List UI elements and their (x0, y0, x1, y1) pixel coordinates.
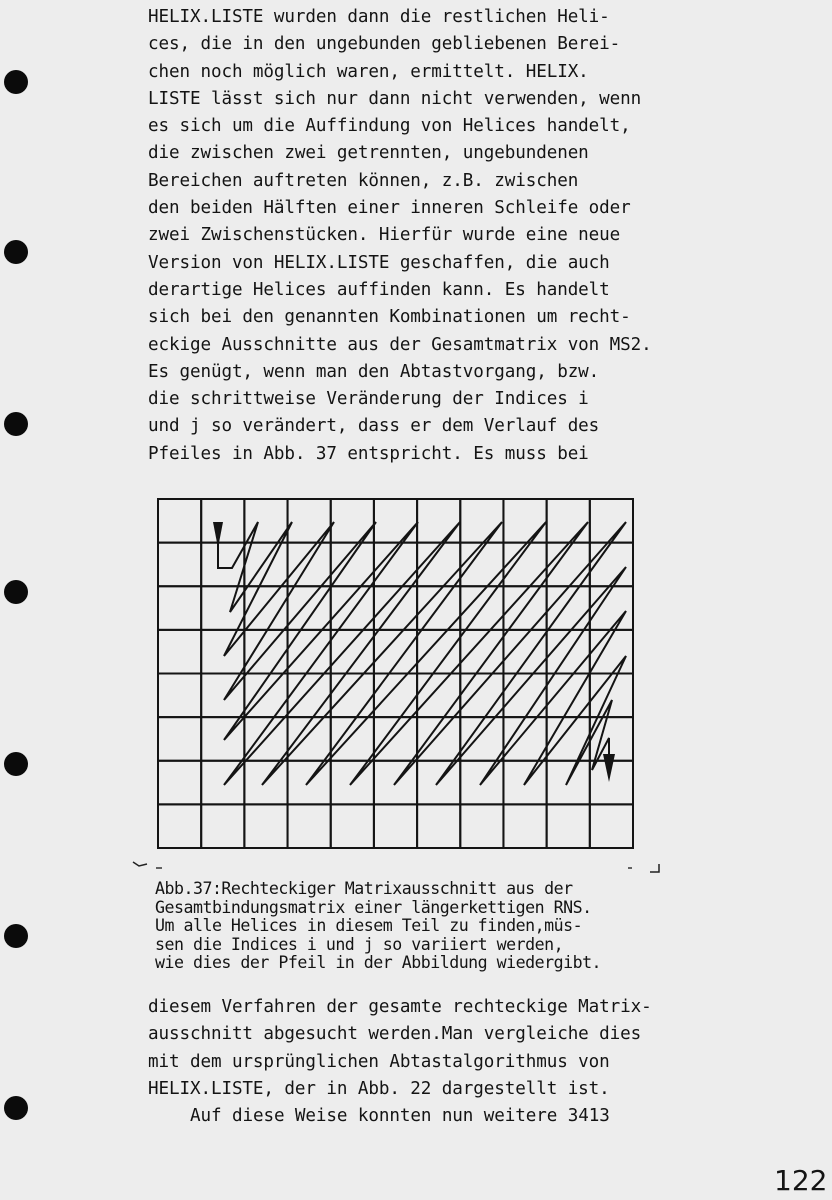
matrix-cell (547, 630, 590, 674)
matrix-cell (201, 804, 244, 848)
matrix-cell (460, 804, 503, 848)
matrix-cell (244, 499, 287, 543)
text-line: LISTE lässt sich nur dann nicht verwenden, wenn (148, 88, 642, 109)
corner-mark (650, 864, 659, 872)
matrix-cell (288, 804, 331, 848)
matrix-cell (158, 761, 201, 805)
matrix-cell (158, 804, 201, 848)
matrix-cell (331, 586, 374, 630)
text-line: derartige Helices auffinden kann. Es handelt (148, 279, 610, 300)
matrix-cell (417, 543, 460, 587)
text-line: diesem Verfahren der gesamte rechteckige Matrix- (148, 997, 652, 1017)
punch-hole (4, 412, 28, 436)
matrix-cell (460, 761, 503, 805)
paragraph-top (148, 4, 708, 468)
matrix-cell (460, 586, 503, 630)
matrix-cell (547, 499, 590, 543)
start-arrowhead-icon (213, 522, 223, 548)
caption-line: Gesamtbindungsmatrix einer längerkettigen RNS. (155, 897, 592, 917)
matrix-cell (417, 499, 460, 543)
punch-hole (4, 924, 28, 948)
text-line: Es genügt, wenn man den Abtastvorgang, bzw. (148, 361, 600, 382)
matrix-cell (590, 674, 633, 718)
matrix-cell (503, 543, 546, 587)
matrix-cell (331, 717, 374, 761)
matrix-cell (158, 630, 201, 674)
matrix-cell (331, 674, 374, 718)
matrix-cell (503, 499, 546, 543)
text-line: die schrittweise Veränderung der Indices i (148, 389, 589, 410)
matrix-cell (331, 543, 374, 587)
matrix-cell (288, 586, 331, 630)
matrix-cell (503, 717, 546, 761)
text-line: ces, die in den ungebunden gebliebenen Berei- (148, 34, 621, 55)
text-line: eckige Ausschnitte aus der Gesamtmatrix von MS2. (148, 334, 652, 355)
matrix-cell (547, 674, 590, 718)
matrix-cell (331, 804, 374, 848)
matrix-cell (374, 630, 417, 674)
matrix-cell (201, 499, 244, 543)
matrix-cell (547, 586, 590, 630)
matrix-cell (158, 499, 201, 543)
text-line: Version von HELIX.LISTE geschaffen, die auch (148, 252, 610, 273)
text-line: die zwischen zwei getrennten, ungebundenen (148, 143, 589, 164)
matrix-cell (417, 630, 460, 674)
scan-path-line (218, 522, 626, 785)
matrix-cell (244, 630, 287, 674)
matrix-cell (374, 586, 417, 630)
matrix-cell (244, 543, 287, 587)
text-line: HELIX.LISTE wurden dann die restlichen Heli- (148, 7, 610, 27)
text-line: den beiden Hälften einer inneren Schleife oder (148, 198, 631, 219)
matrix-cell (201, 717, 244, 761)
text-line: sich bei den genannten Kombinationen um recht- (148, 307, 631, 328)
matrix-cell (201, 586, 244, 630)
matrix-cell (244, 674, 287, 718)
matrix-cell (331, 761, 374, 805)
matrix-cell (547, 717, 590, 761)
matrix-cell (417, 674, 460, 718)
matrix-cell (503, 804, 546, 848)
matrix-cell (590, 499, 633, 543)
matrix-cell (288, 630, 331, 674)
text-line: Pfeiles in Abb. 37 entspricht. Es muss bei (148, 443, 589, 464)
matrix-cell (158, 717, 201, 761)
matrix-cell (417, 717, 460, 761)
text-line: es sich um die Auffindung von Helices handelt, (148, 116, 631, 137)
matrix-cell (374, 804, 417, 848)
matrix-cell (460, 630, 503, 674)
matrix-cell (590, 543, 633, 587)
end-arrowhead-icon (603, 754, 615, 782)
matrix-cell (503, 761, 546, 805)
matrix-cell (590, 804, 633, 848)
matrix-cell (503, 630, 546, 674)
figure-caption (155, 880, 695, 973)
paragraph-bottom (148, 994, 708, 1130)
corner-mark (133, 862, 147, 866)
matrix-cell (288, 499, 331, 543)
text-line: chen noch möglich waren, ermittelt. HELIX. (148, 61, 589, 82)
matrix-cell (201, 674, 244, 718)
matrix-cell (201, 543, 244, 587)
matrix-cell (547, 543, 590, 587)
text-line: HELIX.LISTE, der in Abb. 22 dargestellt ist. (148, 1078, 610, 1099)
matrix-cell (590, 586, 633, 630)
matrix-cell (374, 761, 417, 805)
matrix-cell (547, 761, 590, 805)
matrix-cell (244, 761, 287, 805)
matrix-cell (547, 804, 590, 848)
matrix-cell (417, 804, 460, 848)
matrix-cell (288, 717, 331, 761)
caption-line: Abb.37:Rechteckiger Matrixausschnitt aus der (155, 879, 573, 898)
matrix-cell (417, 586, 460, 630)
matrix-cell (460, 543, 503, 587)
matrix-cell (244, 717, 287, 761)
punch-hole (4, 752, 28, 776)
matrix-cell (374, 674, 417, 718)
text-line: Auf diese Weise konnten nun weitere 3413 (190, 1106, 610, 1127)
page-number: 122 (774, 1164, 828, 1197)
punch-hole (4, 1096, 28, 1120)
text-line: Bereichen auftreten können, z.B. zwischen (148, 170, 579, 191)
matrix-cell (460, 674, 503, 718)
matrix-cell (331, 499, 374, 543)
caption-line: wie dies der Pfeil in der Abbildung wiedergibt. (155, 953, 602, 972)
matrix-cell (288, 674, 331, 718)
caption-line: Um alle Helices in diesem Teil zu finden,müs- (155, 916, 583, 935)
matrix-cell (244, 804, 287, 848)
punch-hole (4, 70, 28, 94)
matrix-cell (374, 499, 417, 543)
matrix-cell (590, 630, 633, 674)
matrix-cell (417, 761, 460, 805)
punch-hole (4, 580, 28, 604)
matrix-cell (590, 717, 633, 761)
text-line: mit dem ursprünglichen Abtastalgorithmus von (148, 1051, 610, 1072)
text-line: ausschnitt abgesucht werden.Man vergleiche dies (148, 1024, 642, 1045)
matrix-cell (590, 761, 633, 805)
matrix-cell (503, 674, 546, 718)
matrix-cell (460, 717, 503, 761)
matrix-cell (288, 761, 331, 805)
matrix-cell (158, 543, 201, 587)
text-line: und j so verändert, dass er dem Verlauf des (148, 416, 600, 437)
matrix-cell (374, 543, 417, 587)
matrix-cell (158, 674, 201, 718)
punch-hole (4, 240, 28, 264)
matrix-cell (331, 630, 374, 674)
matrix-cell (201, 761, 244, 805)
matrix-cell (374, 717, 417, 761)
matrix-cell (288, 543, 331, 587)
matrix-cell (503, 586, 546, 630)
matrix-cell (244, 586, 287, 630)
matrix-cell (158, 586, 201, 630)
caption-line: sen die Indices i und j so variiert werden, (155, 934, 564, 954)
matrix-cell (201, 630, 244, 674)
matrix-cell (460, 499, 503, 543)
text-line: zwei Zwischenstücken. Hierfür wurde eine neue (148, 225, 621, 246)
